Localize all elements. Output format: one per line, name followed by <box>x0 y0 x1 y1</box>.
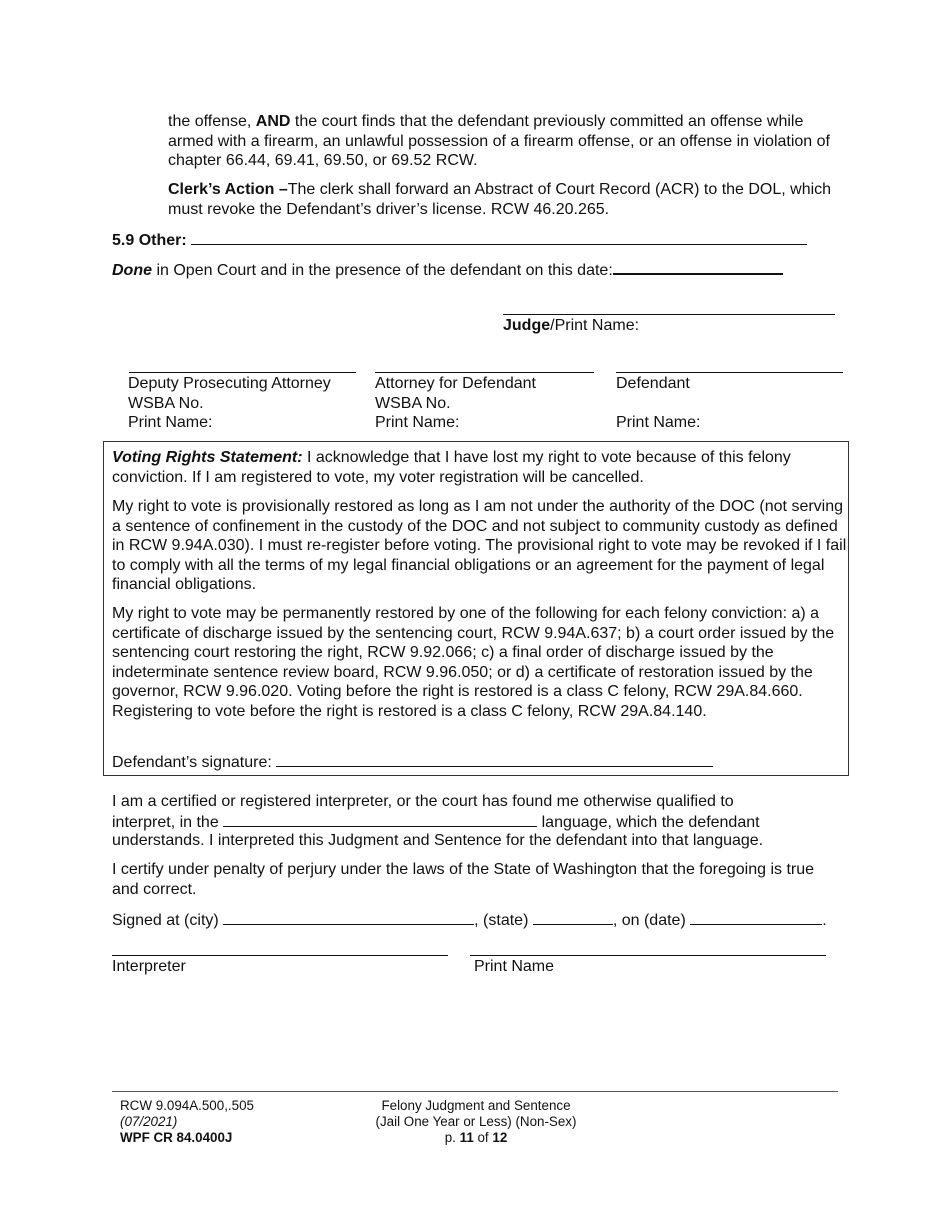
date-signed-input-line[interactable] <box>690 909 822 925</box>
city-input-line[interactable] <box>223 909 474 925</box>
footer-divider <box>112 1091 838 1092</box>
signed-at-row: Signed at (city) , (state) , on (date) . <box>112 909 842 931</box>
print-name-label: Print Name <box>474 958 555 975</box>
clerks-action-paragraph: Clerk’s Action –The clerk shall forward an Abstract of Court Record (ACR) to the DOL, which must revoke the Defendant’s driver’s license. RCW 46.20.265. <box>168 181 832 218</box>
footer-center: Felony Judgment and Sentence (Jail One Year or Less) (Non-Sex) p. 11 of 12 <box>346 1098 606 1146</box>
certify-paragraph: I certify under penalty of perjury under the laws of the State of Washington that the foregoing is true and correct. <box>112 861 815 898</box>
date-input-line[interactable] <box>613 258 783 275</box>
defense-attorney-block: Attorney for Defendant WSBA No. Print Name: <box>375 375 536 431</box>
interpreter-line-2: interpret, in the language, which the defendant <box>112 811 832 833</box>
interpreter-print-name-line[interactable] <box>470 955 826 956</box>
offense-continuation-paragraph: the offense, AND the court finds that the defendant previously committed an offense while armed with a firearm, an unlawful possession of a firearm offense, or an offense in violation of chapter 66.44, 69.41, 69.50, or 69.52 RCW. <box>168 113 830 169</box>
page-number: p. 11 of 12 <box>444 1130 508 1145</box>
section-5-9-other: 5.9 Other: <box>112 229 832 251</box>
voting-provisional-paragraph: My right to vote is provisionally restored as long as I am not under the authority of the DOC (not serving a sentence of confinement in the custody of the DOC and not subject to community custody as defined in RCW 9.94A.030). I must re-register before voting. The provisional right to vote may be revoked if I fail to comply with all the terms of my legal financial obligations or an agreement for the payment of legal financial obligations. <box>112 498 847 593</box>
interpreter-line-1: I am a certified or registered interpreter, or the court has found me otherwise qualified to <box>112 793 734 810</box>
footer-left: RCW 9.094A.500,.505 (07/2021) WPF CR 84.0400J <box>120 1098 254 1145</box>
interpreter-signature-line[interactable] <box>112 955 448 956</box>
defendant-voting-signature-line[interactable] <box>276 751 713 767</box>
defendant-signature-row: Defendant’s signature: <box>112 751 713 773</box>
defense-attorney-signature-line[interactable] <box>375 372 594 373</box>
voting-rights-statement: Voting Rights Statement: I acknowledge that I have lost my right to vote because of this felony conviction. If I am registered to vote, my voter registration will be cancelled. <box>112 449 791 486</box>
interpreter-line-3: understands. I interpreted this Judgment and Sentence for the defendant into that language. <box>112 832 764 849</box>
state-input-line[interactable] <box>533 909 613 925</box>
voting-permanent-paragraph: My right to vote may be permanently restored by one of the following for each felony conviction: a) a certificate of discharge issued by the sentencing court, RCW 9.94A.637; b) a court order issued by the sentencing court restoring the right, RCW 9.92.066; c) a final order of discharge issued by the indeterminate sentence review board, RCW 9.96.050; or d) a certificate of restoration issued by the governor, RCW 9.96.020. Voting before the right is restored is a class C felony, RCW 29A.84.660. Registering to vote before the right is restored is a class C felony, RCW 29A.84.140. <box>112 605 835 720</box>
done-in-open-court: Done in Open Court and in the presence of the defendant on this date: <box>112 258 832 281</box>
prosecutor-block: Deputy Prosecuting Attorney WSBA No. Print Name: <box>128 375 331 431</box>
defendant-block: Defendant Print Name: <box>616 375 701 431</box>
language-input-line[interactable] <box>223 811 537 827</box>
defendant-signature-line[interactable] <box>616 372 843 373</box>
judge-label: Judge/Print Name: <box>503 317 640 334</box>
interpreter-label: Interpreter <box>112 958 186 975</box>
other-input-line[interactable] <box>191 229 807 245</box>
judge-signature-line[interactable] <box>503 314 835 315</box>
prosecutor-signature-line[interactable] <box>129 372 356 373</box>
